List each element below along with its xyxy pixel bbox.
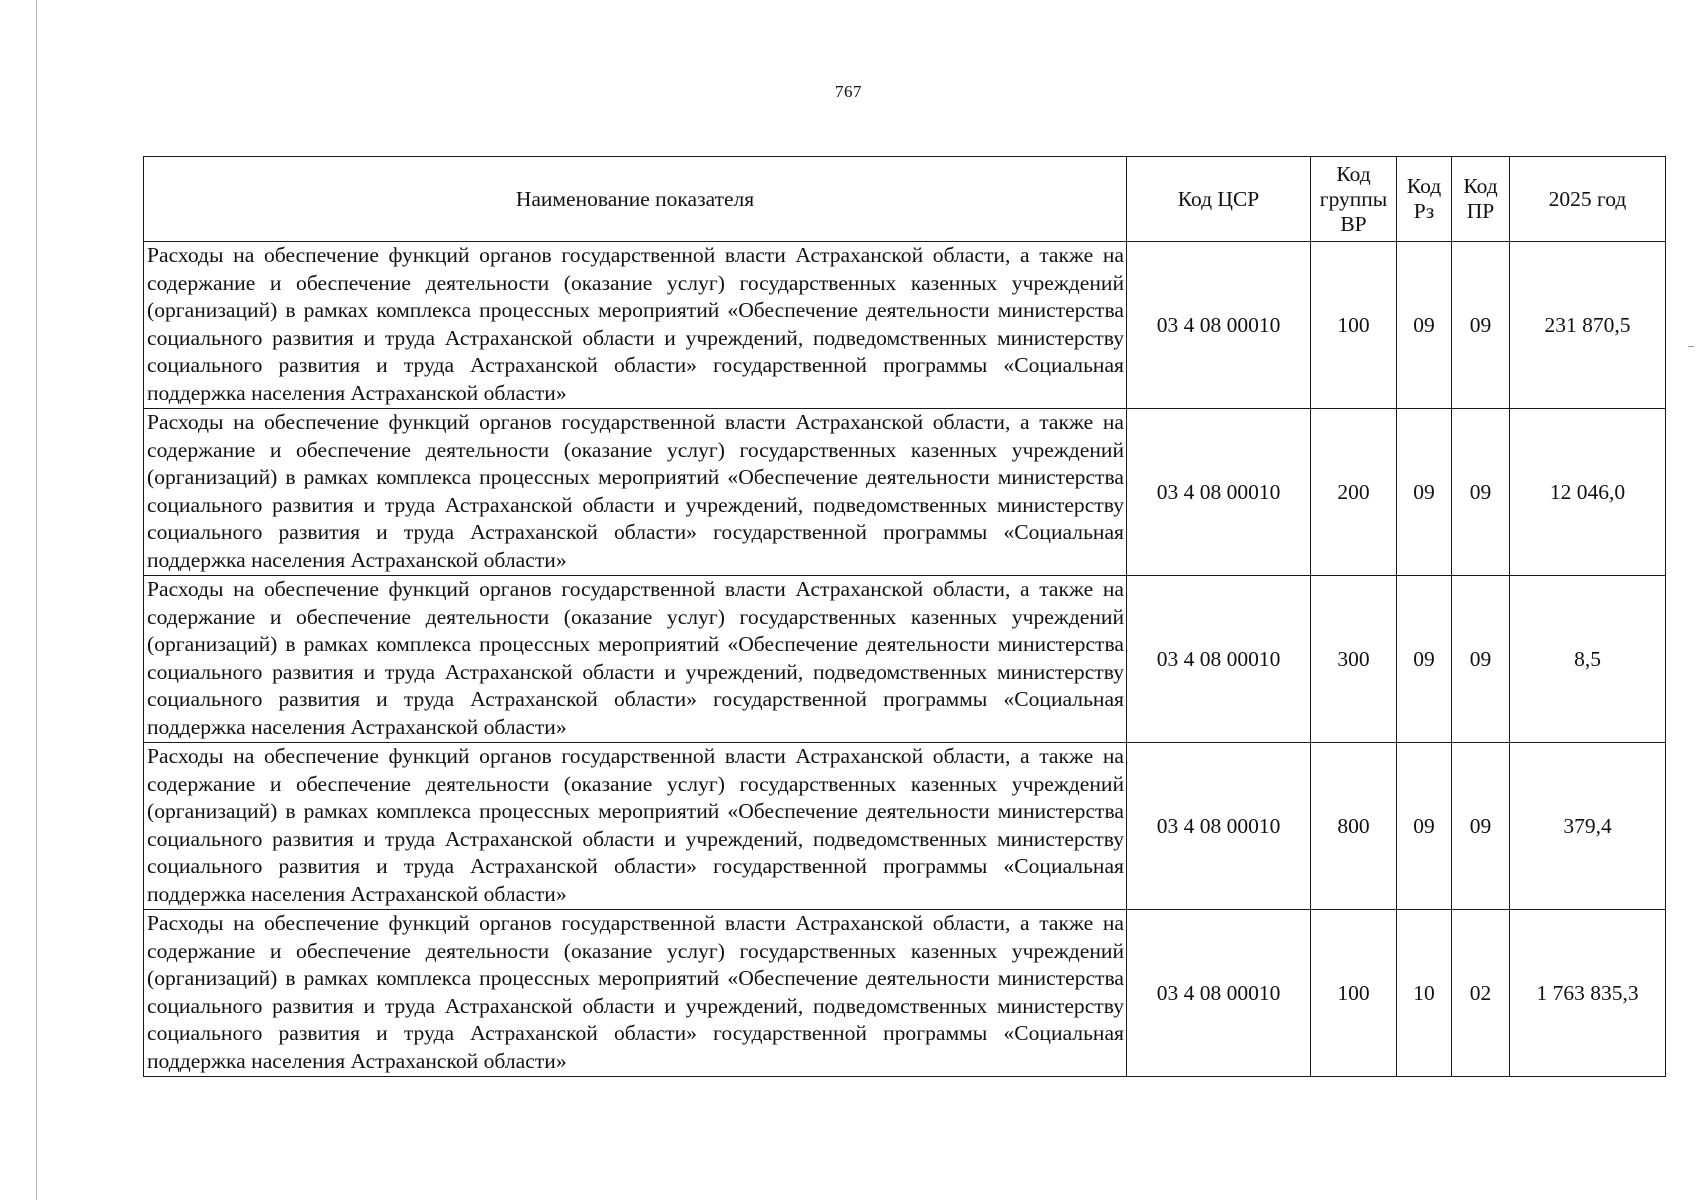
row-pr-code: 09 bbox=[1452, 409, 1510, 576]
row-amount: 12 046,0 bbox=[1510, 409, 1666, 576]
row-rz-code: 10 bbox=[1397, 910, 1452, 1077]
table-row bbox=[144, 910, 1666, 1077]
row-vr-code: 100 bbox=[1311, 910, 1397, 1077]
row-pr-code: 09 bbox=[1452, 576, 1510, 743]
table-row bbox=[144, 743, 1666, 910]
row-amount: 231 870,5 bbox=[1510, 242, 1666, 409]
row-csr-code: 03 4 08 00010 bbox=[1127, 409, 1311, 576]
row-indicator-name: Расходы на обеспечение функций органов государственной власти Астраханской области, а также на содержание и обеспечение деятельности (оказание услуг) государственных казенных учреждений (организаций) в рамках комплекса процессных мероприятий «Обеспечение деятельности министерства социального развития и труда Астраханской области и учреждений, подведомственных министерству социального развития и труда Астраханской области» государственной программы «Социальная поддержка населения Астраханской области» bbox=[144, 743, 1127, 910]
scan-edge-mark bbox=[1688, 346, 1694, 347]
row-rz-code: 09 bbox=[1397, 242, 1452, 409]
table-row bbox=[144, 242, 1666, 409]
row-vr-code: 800 bbox=[1311, 743, 1397, 910]
row-csr-code: 03 4 08 00010 bbox=[1127, 743, 1311, 910]
row-indicator-name: Расходы на обеспечение функций органов государственной власти Астраханской области, а также на содержание и обеспечение деятельности (оказание услуг) государственных казенных учреждений (организаций) в рамках комплекса процессных мероприятий «Обеспечение деятельности министерства социального развития и труда Астраханской области и учреждений, подведомственных министерству социального развития и труда Астраханской области» государственной программы «Социальная поддержка населения Астраханской области» bbox=[144, 242, 1127, 409]
row-vr-code: 300 bbox=[1311, 576, 1397, 743]
table-header-row bbox=[144, 157, 1666, 242]
header-year: 2025 год bbox=[1510, 157, 1666, 242]
row-csr-code: 03 4 08 00010 bbox=[1127, 576, 1311, 743]
header-csr-code: Код ЦСР bbox=[1127, 157, 1311, 242]
row-amount: 8,5 bbox=[1510, 576, 1666, 743]
row-vr-code: 200 bbox=[1311, 409, 1397, 576]
row-csr-code: 03 4 08 00010 bbox=[1127, 910, 1311, 1077]
header-name: Наименование показателя bbox=[144, 157, 1127, 242]
budget-table bbox=[143, 156, 1666, 1077]
table-row bbox=[144, 576, 1666, 743]
row-amount: 1 763 835,3 bbox=[1510, 910, 1666, 1077]
header-vr-code: Код группы ВР bbox=[1311, 157, 1397, 242]
row-pr-code: 09 bbox=[1452, 242, 1510, 409]
row-amount: 379,4 bbox=[1510, 743, 1666, 910]
table-row bbox=[144, 409, 1666, 576]
header-pr-code: Код ПР bbox=[1452, 157, 1510, 242]
row-rz-code: 09 bbox=[1397, 743, 1452, 910]
row-csr-code: 03 4 08 00010 bbox=[1127, 242, 1311, 409]
row-pr-code: 02 bbox=[1452, 910, 1510, 1077]
row-pr-code: 09 bbox=[1452, 743, 1510, 910]
row-rz-code: 09 bbox=[1397, 576, 1452, 743]
scan-margin-line bbox=[36, 0, 37, 1200]
header-rz-code: Код Рз bbox=[1397, 157, 1452, 242]
row-indicator-name: Расходы на обеспечение функций органов государственной власти Астраханской области, а также на содержание и обеспечение деятельности (оказание услуг) государственных казенных учреждений (организаций) в рамках комплекса процессных мероприятий «Обеспечение деятельности министерства социального развития и труда Астраханской области и учреждений, подведомственных министерству социального развития и труда Астраханской области» государственной программы «Социальная поддержка населения Астраханской области» bbox=[144, 910, 1127, 1077]
page-number: 767 bbox=[835, 82, 862, 101]
row-vr-code: 100 bbox=[1311, 242, 1397, 409]
row-rz-code: 09 bbox=[1397, 409, 1452, 576]
row-indicator-name: Расходы на обеспечение функций органов государственной власти Астраханской области, а также на содержание и обеспечение деятельности (оказание услуг) государственных казенных учреждений (организаций) в рамках комплекса процессных мероприятий «Обеспечение деятельности министерства социального развития и труда Астраханской области и учреждений, подведомственных министерству социального развития и труда Астраханской области» государственной программы «Социальная поддержка населения Астраханской области» bbox=[144, 576, 1127, 743]
row-indicator-name: Расходы на обеспечение функций органов государственной власти Астраханской области, а также на содержание и обеспечение деятельности (оказание услуг) государственных казенных учреждений (организаций) в рамках комплекса процессных мероприятий «Обеспечение деятельности министерства социального развития и труда Астраханской области и учреждений, подведомственных министерству социального развития и труда Астраханской области» государственной программы «Социальная поддержка населения Астраханской области» bbox=[144, 409, 1127, 576]
